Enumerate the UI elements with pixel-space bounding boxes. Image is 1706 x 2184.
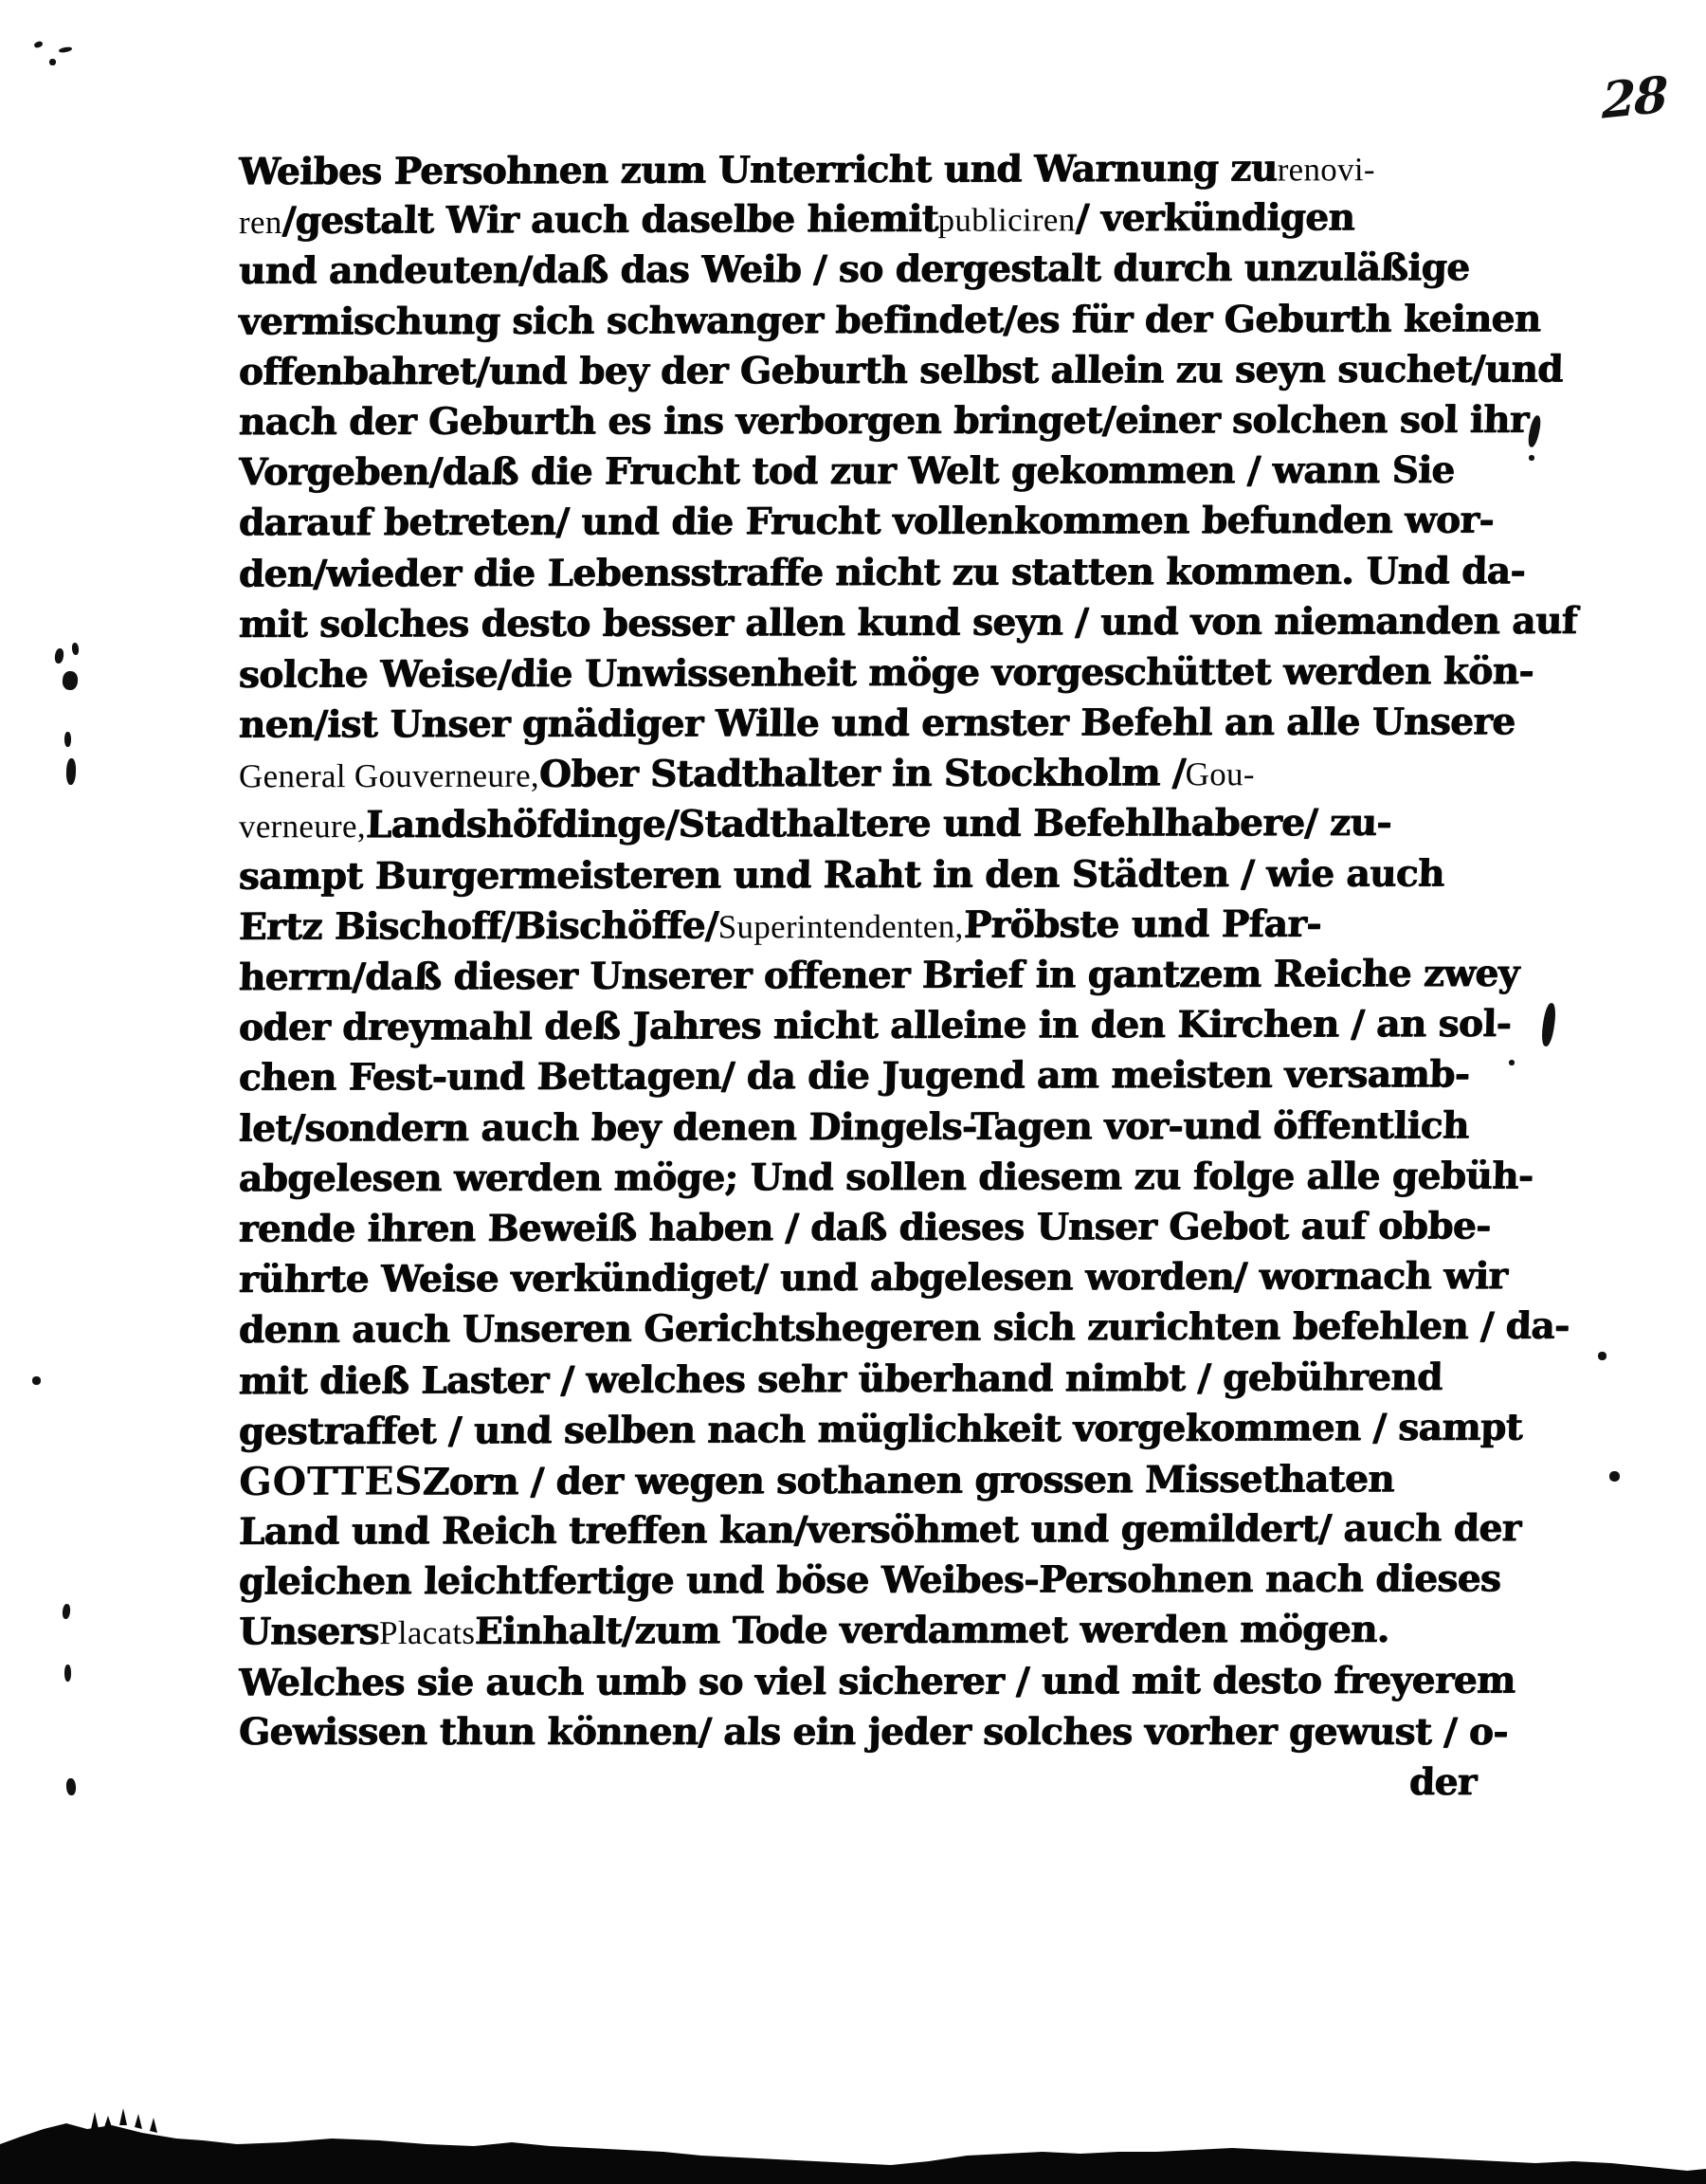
text-run-fraktur: let/sondern auch bey denen Dingels-Tagen vor-und öffentlich bbox=[238, 1103, 1470, 1151]
text-line bbox=[238, 546, 1526, 599]
text-run-fraktur: darauf betreten/ und die Frucht vollenkommen befunden wor- bbox=[238, 498, 1495, 545]
ink-speck bbox=[71, 643, 79, 656]
ink-speck bbox=[1598, 1352, 1606, 1360]
text-run-fraktur: Ertz Bischoff/Bischöffe/ bbox=[238, 903, 719, 949]
handwritten-folio-number: 28 bbox=[1602, 65, 1667, 131]
text-line bbox=[238, 1707, 1509, 1757]
ink-speck bbox=[33, 41, 44, 49]
text-line bbox=[238, 1555, 1501, 1608]
text-run-fraktur: gleichen leichtfertige und böse Weibes-Persohnen nach dieses bbox=[238, 1556, 1501, 1604]
ink-speck bbox=[1540, 1002, 1557, 1046]
text-run-fraktur: Welches sie auch umb so viel sicherer / und mit desto freyerem bbox=[238, 1658, 1516, 1705]
text-run-antiqua: Superintendenten, bbox=[717, 907, 964, 946]
text-line bbox=[238, 999, 1512, 1053]
text-line bbox=[239, 1050, 1490, 1104]
ink-speck bbox=[65, 1778, 76, 1796]
text-run-fraktur: rende ihren Beweiß haben / daß dieses Unser Gebot auf obbe- bbox=[238, 1204, 1492, 1251]
ink-speck bbox=[62, 670, 78, 690]
text-run-antiqua: Gou- bbox=[1185, 755, 1255, 793]
text-run-fraktur: Land und Reich treffen kan/versöhmet und gemildert/ auch der bbox=[238, 1506, 1522, 1554]
ink-speck bbox=[49, 59, 56, 65]
printed-text-block bbox=[238, 144, 1578, 1808]
text-run-fraktur: mit dieß Laster / welches sehr überhand nimbt / gebührend bbox=[238, 1355, 1443, 1403]
ink-speck bbox=[54, 647, 64, 664]
ink-speck bbox=[64, 732, 71, 747]
ink-speck bbox=[1609, 1471, 1620, 1482]
text-run-antiqua: Placats bbox=[379, 1614, 476, 1652]
text-line bbox=[238, 949, 1520, 1003]
text-line bbox=[239, 798, 1490, 851]
text-run-fraktur: gestraffet / und selben nach müglichkeit vorgekommen / sampt bbox=[238, 1405, 1523, 1453]
text-run-antiqua: publiciren bbox=[937, 201, 1076, 239]
text-run-fraktur: nach der Geburth es ins verborgen bringet/einer solchen sol ihr bbox=[238, 397, 1530, 445]
text-line bbox=[239, 1453, 1490, 1507]
text-line bbox=[239, 1352, 1490, 1407]
text-run-fraktur: Zorn / der wegen sothanen grossen Missethaten bbox=[422, 1457, 1395, 1504]
text-line bbox=[238, 344, 1564, 397]
text-line bbox=[239, 142, 1490, 197]
text-run-fraktur: /gestalt Wir auch daselbe hiemit bbox=[281, 196, 939, 244]
text-line bbox=[238, 1251, 1508, 1305]
text-line bbox=[238, 1402, 1523, 1457]
ink-speck bbox=[1527, 414, 1543, 447]
bottom-scan-shadow bbox=[0, 2070, 1706, 2184]
text-run-fraktur: Unsers bbox=[238, 1610, 380, 1654]
text-line bbox=[238, 395, 1530, 447]
text-run-fraktur: und andeuten/daß das Weib / so dergestalt durch unzuläßige bbox=[238, 246, 1471, 294]
text-run-fraktur: den/wieder die Lebensstraffe nicht zu statten kommen. Und da- bbox=[238, 548, 1526, 596]
text-line bbox=[239, 1201, 1490, 1254]
text-line bbox=[238, 1503, 1522, 1557]
text-run-fraktur: Einhalt/zum Tode verdammet werden mögen. bbox=[474, 1608, 1390, 1654]
ink-speck bbox=[59, 46, 73, 53]
text-run-fraktur: nen/ist Unser gnädiger Wille und ernster Befehl an alle Unsere bbox=[238, 700, 1516, 747]
text-run-fraktur: Gewissen thun können/ als ein jeder solches vorher gewust / o- bbox=[238, 1709, 1509, 1754]
text-line bbox=[238, 1301, 1570, 1356]
text-line bbox=[238, 294, 1542, 347]
text-run-antiqua: General Gouverneure, bbox=[238, 756, 539, 795]
text-run-fraktur: chen Fest-und Bettagen/ da die Jugend am meisten versamb- bbox=[238, 1052, 1471, 1101]
text-run-fraktur: sampt Burgermeisteren und Raht in den Städten / wie auch bbox=[238, 851, 1445, 899]
text-line bbox=[238, 496, 1495, 549]
text-run-fraktur: Pröbste und Pfar- bbox=[963, 901, 1322, 947]
text-run-fraktur: abgelesen werden möge; Und sollen diesem zu folge alle gebüh- bbox=[238, 1154, 1534, 1201]
text-run-fraktur: Ober Stadthalter in Stockholm / bbox=[538, 751, 1187, 796]
text-run-fraktur: rührte Weise verkündiget/ und abgelesen worden/ wornach wir bbox=[238, 1254, 1508, 1301]
text-run-fraktur: vermischung sich schwanger befindet/es für der Geburth keinen bbox=[238, 296, 1542, 344]
text-run-fraktur: solche Weise/die Unwissenheit möge vorgeschüttet werden kön- bbox=[238, 648, 1534, 697]
text-line bbox=[239, 748, 1490, 801]
ink-speck bbox=[1529, 455, 1534, 461]
text-run-antiqua: ren bbox=[238, 204, 282, 242]
text-run-fraktur: Vorgeben/daß die Frucht tod zur Welt gekommen / wann Sie bbox=[238, 448, 1456, 495]
text-run-antiqua: verneure, bbox=[238, 808, 366, 846]
text-run-display-caps: GOTTES bbox=[238, 1458, 424, 1504]
catchword-line bbox=[239, 1757, 1490, 1808]
text-run-fraktur: denn auch Unseren Gerichtshegeren sich zurichten befehlen / da- bbox=[238, 1303, 1570, 1353]
text-run-fraktur: Landshöfdinge/Stadthaltere und Befehlhabere/ zu- bbox=[365, 801, 1392, 847]
text-line bbox=[238, 596, 1578, 650]
ink-speck bbox=[1509, 1060, 1515, 1065]
text-run-fraktur: Weibes Persohnen zum Unterricht und Warnung zu bbox=[238, 146, 1279, 194]
text-line bbox=[239, 192, 1490, 246]
text-run-fraktur: oder dreymahl deß Jahres nicht alleine in den Kirchen / an sol- bbox=[238, 1002, 1512, 1050]
text-line bbox=[238, 646, 1534, 701]
text-line bbox=[239, 446, 1490, 498]
ink-speck bbox=[62, 1604, 71, 1620]
text-run-fraktur: mit solches desto besser allen kund seyn / und von niemanden auf bbox=[238, 598, 1578, 646]
text-line bbox=[239, 899, 1490, 953]
ink-speck bbox=[66, 758, 77, 785]
text-run-fraktur: offenbahret/und bey der Geburth selbst allein zu seyn suchet/und bbox=[238, 347, 1564, 394]
text-run-fraktur: herrn/daß dieser Unserer offener Brief in gantzem Reiche zwey bbox=[238, 951, 1520, 1000]
text-run-antiqua: renovi- bbox=[1277, 151, 1375, 189]
text-line bbox=[239, 1605, 1490, 1658]
text-line bbox=[239, 244, 1490, 298]
text-line bbox=[239, 848, 1490, 901]
text-line bbox=[239, 1101, 1490, 1154]
text-line bbox=[238, 697, 1516, 750]
ink-speck bbox=[32, 1376, 41, 1385]
text-line bbox=[238, 1655, 1516, 1708]
text-line bbox=[238, 1151, 1534, 1204]
ink-speck bbox=[64, 1665, 71, 1682]
text-run-fraktur: / verkündigen bbox=[1074, 195, 1355, 241]
catchword: der bbox=[1408, 1760, 1478, 1804]
